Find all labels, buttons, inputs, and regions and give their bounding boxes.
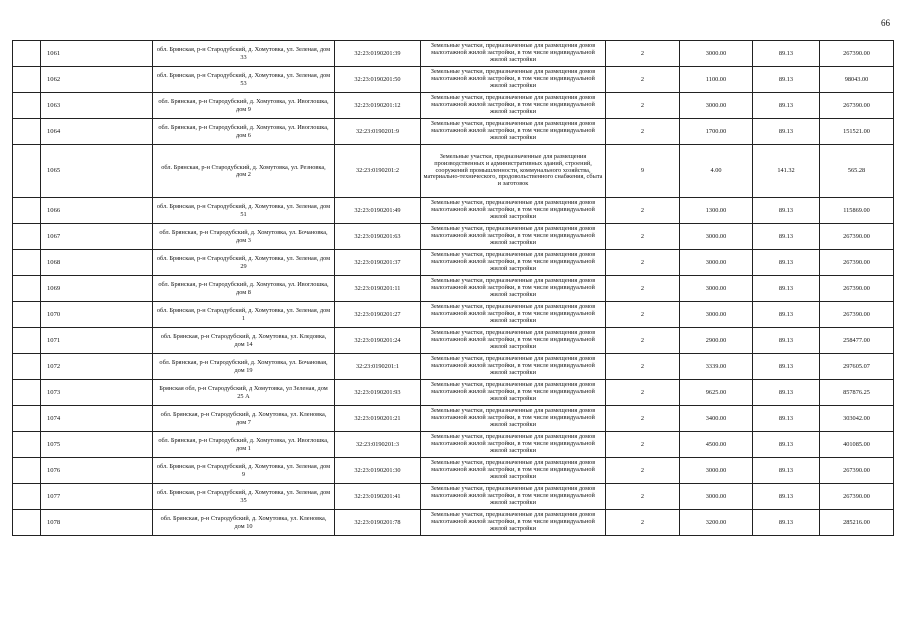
specific-value-cell: 89.13 [753, 380, 820, 406]
use-code-cell: 2 [606, 250, 680, 276]
table-row [13, 198, 894, 224]
area-cell: 3000.00 [680, 458, 753, 484]
land-use-cell: Земельные участки, предназначенные для размещения домов малоэтажной жилой застройки, в том числе индивидуальной жилой застройки [421, 302, 606, 328]
blank-cell [13, 406, 41, 432]
cadastral-number-cell: 32:23:0190201:50 [335, 67, 421, 93]
land-use-cell: Земельные участки, предназначенные для размещения домов малоэтажной жилой застройки, в том числе индивидуальной жилой застройки [421, 119, 606, 145]
specific-value-cell: 89.13 [753, 510, 820, 536]
cadastral-value-cell: 267390.00 [820, 93, 894, 119]
specific-value-cell: 89.13 [753, 93, 820, 119]
cadastral-value-cell: 401085.00 [820, 432, 894, 458]
table-row [13, 484, 894, 510]
specific-value-cell: 89.13 [753, 276, 820, 302]
table-row [13, 250, 894, 276]
cadastral-number-cell: 32:23:0190201:24 [335, 328, 421, 354]
cadastral-number-cell: 32:23:0190201:1 [335, 354, 421, 380]
specific-value-cell: 89.13 [753, 198, 820, 224]
blank-cell [13, 250, 41, 276]
area-cell: 3000.00 [680, 276, 753, 302]
cadastral-number-cell: 32:23:0190201:63 [335, 224, 421, 250]
use-code-cell: 2 [606, 93, 680, 119]
land-use-cell: Земельные участки, предназначенные для размещения домов малоэтажной жилой застройки, в том числе индивидуальной жилой застройки [421, 41, 606, 67]
address-cell: обл. Брянская, р-н Стародубский, д. Хомутовка, ул. Зеленая, дом 29 [153, 250, 335, 276]
use-code-cell: 2 [606, 510, 680, 536]
cadastral-value-cell: 285216.00 [820, 510, 894, 536]
use-code-cell: 2 [606, 198, 680, 224]
table-row [13, 406, 894, 432]
cadastral-value-cell: 115869.00 [820, 198, 894, 224]
address-cell: обл. Брянская, р-н Стародубский, д. Хомутовка, ул. Бочановая, дом 19 [153, 354, 335, 380]
table-row [13, 224, 894, 250]
cadastral-value-cell: 267390.00 [820, 302, 894, 328]
specific-value-cell: 89.13 [753, 41, 820, 67]
row-number-cell: 1064 [41, 119, 153, 145]
row-number-cell: 1067 [41, 224, 153, 250]
row-number-cell: 1069 [41, 276, 153, 302]
land-use-cell: Земельные участки, предназначенные для размещения домов малоэтажной жилой застройки, в том числе индивидуальной жилой застройки [421, 432, 606, 458]
address-cell: обл. Брянская, р-н Стародубский, д. Хомутовка, ул. Зеленая, дом 1 [153, 302, 335, 328]
use-code-cell: 2 [606, 41, 680, 67]
table-row [13, 458, 894, 484]
land-use-cell: Земельные участки, предназначенные для размещения домов малоэтажной жилой застройки, в том числе индивидуальной жилой застройки [421, 224, 606, 250]
cadastral-value-cell: 267390.00 [820, 484, 894, 510]
row-number-cell: 1068 [41, 250, 153, 276]
cadastral-number-cell: 32:23:0190201:9 [335, 119, 421, 145]
blank-cell [13, 224, 41, 250]
specific-value-cell: 89.13 [753, 67, 820, 93]
area-cell: 3339.00 [680, 354, 753, 380]
use-code-cell: 2 [606, 406, 680, 432]
area-cell: 3000.00 [680, 41, 753, 67]
area-cell: 2900.00 [680, 328, 753, 354]
land-use-cell: Земельные участки, предназначенные для размещения домов малоэтажной жилой застройки, в том числе индивидуальной жилой застройки [421, 93, 606, 119]
blank-cell [13, 484, 41, 510]
address-cell: обл. Брянская, р-н Стародубский, д. Хомутовка, ул. Зеленая, дом 35 [153, 484, 335, 510]
cadastral-value-cell: 267390.00 [820, 276, 894, 302]
cadastral-value-cell: 303042.00 [820, 406, 894, 432]
specific-value-cell: 89.13 [753, 119, 820, 145]
table-row [13, 354, 894, 380]
blank-cell [13, 380, 41, 406]
cadastral-number-cell: 32:23:0190201:27 [335, 302, 421, 328]
address-cell: обл. Брянская, р-н Стародубский, д. Хомутовка, ул. Ивоглошка, дом 9 [153, 93, 335, 119]
use-code-cell: 2 [606, 302, 680, 328]
row-number-cell: 1071 [41, 328, 153, 354]
use-code-cell: 2 [606, 67, 680, 93]
cadastral-value-cell: 98043.00 [820, 67, 894, 93]
land-use-cell: Земельные участки, предназначенные для размещения домов малоэтажной жилой застройки, в том числе индивидуальной жилой застройки [421, 484, 606, 510]
use-code-cell: 2 [606, 380, 680, 406]
blank-cell [13, 510, 41, 536]
land-use-cell: Земельные участки, предназначенные для размещения домов малоэтажной жилой застройки, в том числе индивидуальной жилой застройки [421, 250, 606, 276]
address-cell: обл. Брянская, р-н Стародубский, д. Хомутовка, ул. Ивоглошка, дом 1 [153, 432, 335, 458]
cadastral-value-cell: 258477.00 [820, 328, 894, 354]
address-cell: обл. Брянская, р-н Стародубский, д. Хомутовка, ул. Кленовка, дом 7 [153, 406, 335, 432]
cadastral-number-cell: 32:23:0190201:2 [335, 145, 421, 198]
cadastral-number-cell: 32:23:0190201:12 [335, 93, 421, 119]
blank-cell [13, 198, 41, 224]
blank-cell [13, 41, 41, 67]
land-use-cell: Земельные участки, предназначенные для размещения домов малоэтажной жилой застройки, в том числе индивидуальной жилой застройки [421, 67, 606, 93]
use-code-cell: 2 [606, 354, 680, 380]
specific-value-cell: 89.13 [753, 250, 820, 276]
use-code-cell: 2 [606, 458, 680, 484]
table-row [13, 302, 894, 328]
land-use-cell: Земельные участки, предназначенные для размещения домов малоэтажной жилой застройки, в том числе индивидуальной жилой застройки [421, 406, 606, 432]
area-cell: 4.00 [680, 145, 753, 198]
row-number-cell: 1078 [41, 510, 153, 536]
cadastral-value-cell: 297605.07 [820, 354, 894, 380]
specific-value-cell: 89.13 [753, 484, 820, 510]
blank-cell [13, 67, 41, 93]
row-number-cell: 1070 [41, 302, 153, 328]
table-row [13, 119, 894, 145]
cadastral-number-cell: 32:23:0190201:30 [335, 458, 421, 484]
cadastral-number-cell: 32:23:0190201:49 [335, 198, 421, 224]
table-row [13, 510, 894, 536]
address-cell: обл. Брянская, р-н Стародубский, д. Хомутовка, ул. Ивоглошка, дом 8 [153, 276, 335, 302]
cadastral-value-cell: 267390.00 [820, 41, 894, 67]
row-number-cell: 1066 [41, 198, 153, 224]
blank-cell [13, 432, 41, 458]
area-cell: 3000.00 [680, 250, 753, 276]
land-use-cell: Земельные участки, предназначенные для размещения домов малоэтажной жилой застройки, в том числе индивидуальной жилой застройки [421, 354, 606, 380]
row-number-cell: 1077 [41, 484, 153, 510]
cadastral-value-cell: 267390.00 [820, 250, 894, 276]
address-cell: обл. Брянская, р-н Стародубский, д. Хомутовка, ул. Кледовка, дом 14 [153, 328, 335, 354]
blank-cell [13, 328, 41, 354]
cadastral-number-cell: 32:23:0190201:11 [335, 276, 421, 302]
row-number-cell: 1063 [41, 93, 153, 119]
specific-value-cell: 89.13 [753, 328, 820, 354]
row-number-cell: 1074 [41, 406, 153, 432]
cadastral-value-table [12, 40, 894, 536]
table-row [13, 380, 894, 406]
row-number-cell: 1062 [41, 67, 153, 93]
page-number: 66 [881, 18, 890, 28]
cadastral-value-cell: 267390.00 [820, 458, 894, 484]
area-cell: 3200.00 [680, 510, 753, 536]
land-use-cell: Земельные участки, предназначенные для размещения домов малоэтажной жилой застройки, в том числе индивидуальной жилой застройки [421, 458, 606, 484]
blank-cell [13, 302, 41, 328]
row-number-cell: 1072 [41, 354, 153, 380]
specific-value-cell: 89.13 [753, 458, 820, 484]
area-cell: 3000.00 [680, 224, 753, 250]
address-cell: обл. Брянская, р-н Стародубский, д. Хомутовка, ул. Кленовка, дом 10 [153, 510, 335, 536]
address-cell: обл. Брянская, р-н Стародубский, д. Хомутовка, ул. Зеленая, дом 33 [153, 41, 335, 67]
row-number-cell: 1065 [41, 145, 153, 198]
blank-cell [13, 458, 41, 484]
address-cell: обл. Брянская, р-н Стародубский, д. Хомутовка, ул. Зеленая, дом 9 [153, 458, 335, 484]
address-cell: Брянская обл, р-н Стародубский, д Хомутовка, ул Зеленая, дом 25 А [153, 380, 335, 406]
land-use-cell: Земельные участки, предназначенные для размещения домов малоэтажной жилой застройки, в том числе индивидуальной жилой застройки [421, 510, 606, 536]
area-cell: 1700.00 [680, 119, 753, 145]
use-code-cell: 2 [606, 224, 680, 250]
table-row [13, 41, 894, 67]
address-cell: обл. Брянская, р-н Стародубский, д. Хомутовка, ул. Ивоглошка, дом 6 [153, 119, 335, 145]
blank-cell [13, 93, 41, 119]
row-number-cell: 1073 [41, 380, 153, 406]
cadastral-number-cell: 32:23:0190201:37 [335, 250, 421, 276]
area-cell: 4500.00 [680, 432, 753, 458]
area-cell: 3000.00 [680, 93, 753, 119]
area-cell: 3000.00 [680, 484, 753, 510]
cadastral-value-cell: 267390.00 [820, 224, 894, 250]
blank-cell [13, 354, 41, 380]
use-code-cell: 2 [606, 328, 680, 354]
blank-cell [13, 145, 41, 198]
address-cell: обл. Брянская, р-н Стародубский, д. Хомутовка, ул. Бочановка, дом 3 [153, 224, 335, 250]
use-code-cell: 9 [606, 145, 680, 198]
cadastral-value-cell: 565.28 [820, 145, 894, 198]
land-use-cell: Земельные участки, предназначенные для размещения домов малоэтажной жилой застройки, в том числе индивидуальной жилой застройки [421, 198, 606, 224]
address-cell: обл. Брянская, р-н Стародубский, д. Хомутовка, ул. Резновка, дом 2 [153, 145, 335, 198]
cadastral-value-cell: 857876.25 [820, 380, 894, 406]
specific-value-cell: 89.13 [753, 432, 820, 458]
use-code-cell: 2 [606, 119, 680, 145]
row-number-cell: 1075 [41, 432, 153, 458]
specific-value-cell: 89.13 [753, 354, 820, 380]
row-number-cell: 1061 [41, 41, 153, 67]
table-row [13, 276, 894, 302]
table-row [13, 93, 894, 119]
table-row [13, 328, 894, 354]
table-row [13, 67, 894, 93]
cadastral-value-cell: 151521.00 [820, 119, 894, 145]
cadastral-number-cell: 32:23:0190201:93 [335, 380, 421, 406]
address-cell: обл. Брянская, р-н Стародубский, д. Хомутовка, ул. Зеленая, дом 53 [153, 67, 335, 93]
use-code-cell: 2 [606, 432, 680, 458]
table-row [13, 145, 894, 198]
table-row [13, 432, 894, 458]
blank-cell [13, 119, 41, 145]
land-use-cell: Земельные участки, предназначенные для размещения домов малоэтажной жилой застройки, в том числе индивидуальной жилой застройки [421, 328, 606, 354]
cadastral-number-cell: 32:23:0190201:39 [335, 41, 421, 67]
specific-value-cell: 89.13 [753, 224, 820, 250]
area-cell: 3000.00 [680, 302, 753, 328]
cadastral-number-cell: 32:23:0190201:21 [335, 406, 421, 432]
address-cell: обл. Брянская, р-н Стародубский, д. Хомутовка, ул. Зеленая, дом 51 [153, 198, 335, 224]
area-cell: 9625.00 [680, 380, 753, 406]
use-code-cell: 2 [606, 276, 680, 302]
cadastral-number-cell: 32:23:0190201:41 [335, 484, 421, 510]
cadastral-number-cell: 32:23:0190201:3 [335, 432, 421, 458]
specific-value-cell: 89.13 [753, 302, 820, 328]
specific-value-cell: 89.13 [753, 406, 820, 432]
row-number-cell: 1076 [41, 458, 153, 484]
area-cell: 1300.00 [680, 198, 753, 224]
land-use-cell: Земельные участки, предназначенные для размещения домов малоэтажной жилой застройки, в том числе индивидуальной жилой застройки [421, 276, 606, 302]
area-cell: 1100.00 [680, 67, 753, 93]
specific-value-cell: 141.32 [753, 145, 820, 198]
area-cell: 3400.00 [680, 406, 753, 432]
blank-cell [13, 276, 41, 302]
land-use-cell: Земельные участки, предназначенные для размещения домов малоэтажной жилой застройки, в том числе индивидуальной жилой застройки [421, 380, 606, 406]
cadastral-number-cell: 32:23:0190201:78 [335, 510, 421, 536]
land-use-cell: Земельные участки, предназначенные для размещения производственных и административных зданий, строений, сооружений промышленности, коммунального хозяйства, материально-технического, продовольственного снабжения, сбыта и заготовок [421, 145, 606, 198]
use-code-cell: 2 [606, 484, 680, 510]
